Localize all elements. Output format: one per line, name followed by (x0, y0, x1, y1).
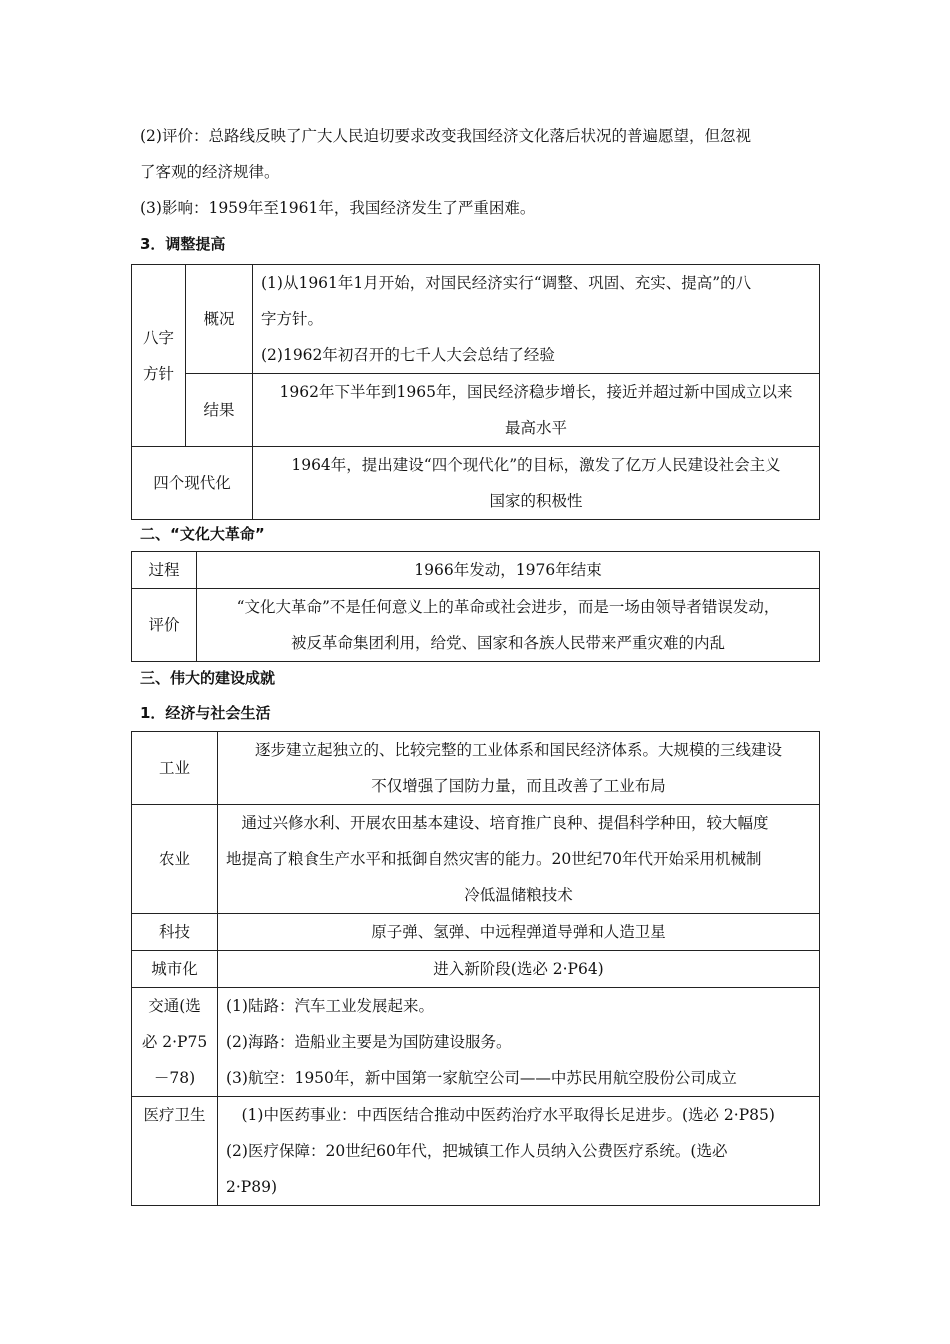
keji-label: 科技 (132, 914, 218, 951)
yingxiang-line: (3)影响：1959年至1961年，我国经济发生了严重困难。 (140, 199, 536, 217)
yiliao-line: 2·P89) (226, 1178, 277, 1196)
jieguo-line: 最高水平 (504, 419, 567, 437)
jieguo-content (253, 374, 820, 447)
section-heading-chengjiu: 三、伟大的建设成就 (140, 669, 276, 687)
gongye-label: 工业 (132, 732, 218, 805)
tiaozheng-table (131, 264, 820, 520)
wenge-table (131, 551, 820, 662)
nongye-line: 冷低温储粮技术 (464, 886, 573, 904)
guocheng-label: 过程 (132, 552, 197, 589)
gaikuang-line: (1)从1961年1月开始，对国民经济实行“调整、巩固、充实、提高”的八 (261, 274, 752, 292)
guocheng-content: 1966年发动，1976年结束 (197, 552, 820, 589)
gaikuang-content (253, 265, 820, 374)
bazi-fangzhen-cell (132, 265, 186, 447)
sige-label: 四个现代化 (132, 447, 253, 520)
jiaotong-content (218, 988, 820, 1097)
nongye-line: 通过兴修水利、开展农田基本建设、培育推广良种、提倡科学种田，较大幅度 (241, 814, 769, 832)
jieguo-label: 结果 (186, 374, 253, 447)
pingjia-line: “文化大革命”不是任何意义上的革命或社会进步，而是一场由领导者错误发动， (236, 598, 780, 616)
nongye-line: 地提高了粮食生产水平和抵御自然灾害的能力。20世纪70年代开始采用机械制 (226, 850, 762, 868)
sige-line: 1964年，提出建设“四个现代化”的目标，激发了亿万人民建设社会主义 (291, 456, 781, 474)
jiaotong-label (132, 988, 218, 1097)
bazi-label: 八字 (142, 328, 174, 347)
yiliao-line: (1)中医药事业：中西医结合推动中医药治疗水平取得长足进步。(选必 2·P85) (241, 1106, 775, 1124)
keji-content: 原子弹、氢弹、中远程弹道导弹和人造卫星 (218, 914, 820, 951)
nongye-label: 农业 (132, 805, 218, 914)
gaikuang-line: 字方针。 (261, 310, 324, 328)
pingjia-content (197, 589, 820, 662)
subheading-jingji: 1．经济与社会生活 (140, 704, 271, 722)
gongye-line: 逐步建立起独立的、比较完整的工业体系和国民经济体系。大规模的三线建设 (254, 741, 782, 759)
chengshi-label: 城市化 (132, 951, 218, 988)
pingjia-line-1: (2)评价：总路线反映了广大人民迫切要求改变我国经济文化落后状况的普遍愿望，但忽视 (140, 127, 751, 145)
jiaotong-line: (3)航空：1950年，新中国第一家航空公司——中苏民用航空股份公司成立 (226, 1069, 737, 1087)
section-heading-tiaozheng: 3．调整提高 (140, 235, 226, 253)
jiaotong-label-line: 必 2·P75 (141, 1033, 208, 1051)
jieguo-line: 1962年下半年到1965年，国民经济稳步增长，接近并超过新中国成立以来 (279, 383, 793, 401)
jiaotong-line: (1)陆路：汽车工业发展起来。 (226, 997, 434, 1015)
pingjia-label: 评价 (132, 589, 197, 662)
sige-content (253, 447, 820, 520)
yiliao-line: (2)医疗保障：20世纪60年代，把城镇工作人员纳入公费医疗系统。(选必 (226, 1142, 728, 1160)
gaikuang-label: 概况 (186, 265, 253, 374)
nongye-content (218, 805, 820, 914)
section-heading-wenge: 二、“文化大革命” (140, 525, 265, 543)
jiaotong-label-line: －78) (153, 1069, 196, 1087)
yiliao-content (218, 1097, 820, 1206)
jiaotong-line: (2)海路：造船业主要是为国防建设服务。 (226, 1033, 512, 1051)
fangzhen-label: 方针 (142, 364, 174, 383)
jiaotong-label-line: 交通(选 (148, 997, 201, 1015)
pingjia-line-2: 了客观的经济规律。 (140, 163, 280, 181)
gongye-content (218, 732, 820, 805)
pingjia-line: 被反革命集团利用，给党、国家和各族人民带来严重灾难的内乱 (290, 634, 725, 652)
chengjiu-table (131, 731, 820, 1206)
yiliao-label: 医疗卫生 (132, 1097, 218, 1206)
gaikuang-line: (2)1962年初召开的七千人大会总结了经验 (261, 346, 555, 364)
chengshi-content: 进入新阶段(选必 2·P64) (218, 951, 820, 988)
gongye-line: 不仅增强了国防力量，而且改善了工业布局 (371, 777, 666, 795)
sige-line: 国家的积极性 (489, 492, 583, 510)
